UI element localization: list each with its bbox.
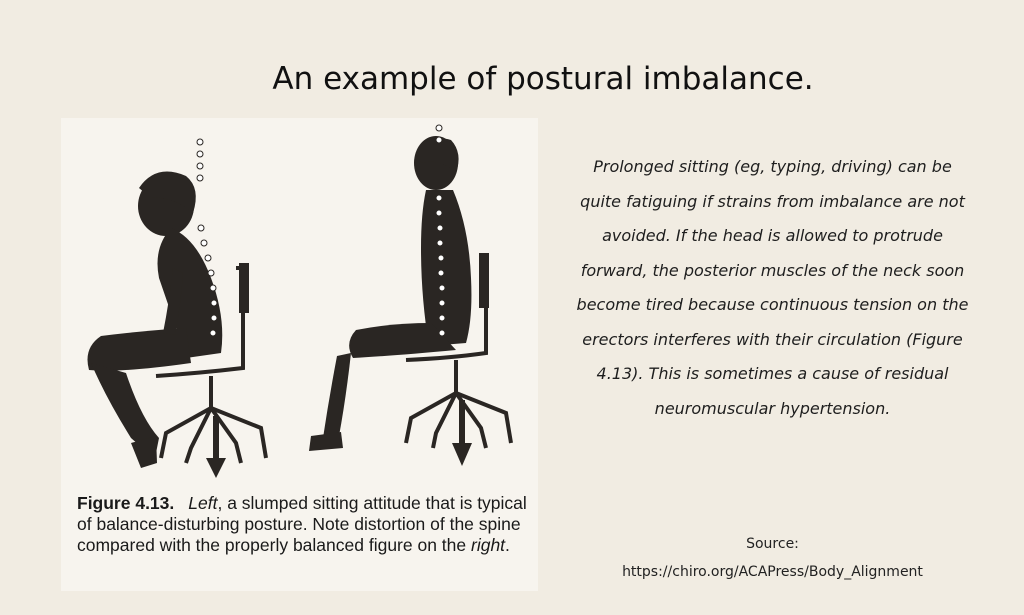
source-url: https://chiro.org/ACAPress/Body_Alignment <box>622 564 923 580</box>
slide-title: An example of postural imbalance. <box>272 60 814 97</box>
upright-figure <box>309 136 471 451</box>
figure-caption <box>77 493 529 556</box>
slumped-thigh <box>88 328 192 371</box>
upright-torso <box>421 190 471 346</box>
figure-number: Figure 4.13. <box>77 493 175 513</box>
caption-text: , a slumped sitting attitude that is typical of balance-disturbing posture. Note distortion of the spine compared with the properly balanced figure on the <box>77 493 527 555</box>
body-paragraph: Prolonged sitting (eg, typing, driving) can be quite fatiguing if strains from imbalance are not avoided. If the head is allowed to protrude forward, the posterior muscles of the neck soon become tired because continuous tension on the erectors interferes with their circulation (Figure 4.13). This is sometimes a cause of residual neuromuscular hypertension. <box>576 157 969 418</box>
caption-left-word: Left <box>188 493 218 513</box>
caption-right-word: right <box>471 535 506 555</box>
source-block <box>575 530 970 586</box>
caption-end: . <box>505 535 510 555</box>
figure-panel <box>61 118 538 591</box>
upright-lower-leg <box>323 353 351 438</box>
upright-foot <box>309 432 343 451</box>
source-label: Source: <box>746 536 799 552</box>
